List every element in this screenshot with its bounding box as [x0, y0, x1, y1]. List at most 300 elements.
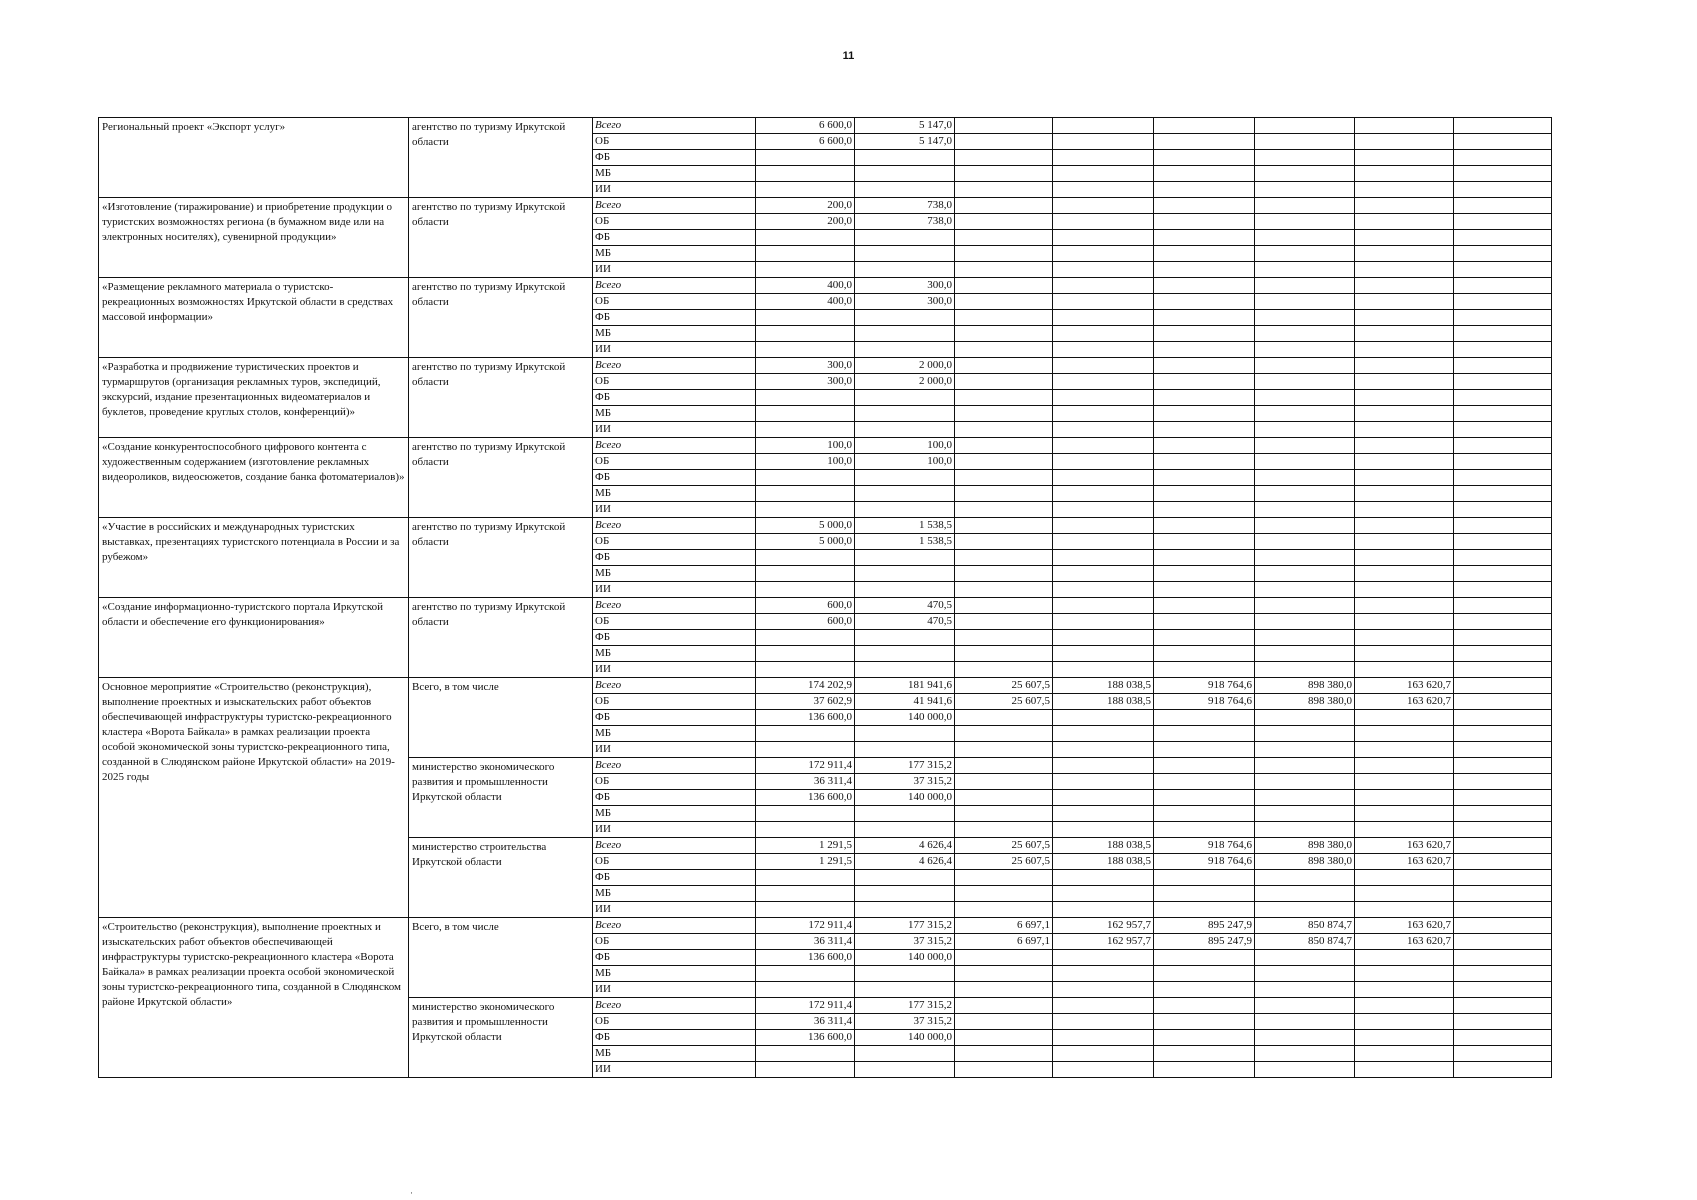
funding-source: Всего — [593, 758, 756, 774]
amount-cell — [1154, 374, 1255, 390]
amount-cell: 738,0 — [855, 214, 955, 230]
executor-cell: агентство по туризму Иркутской области — [409, 518, 593, 598]
amount-cell — [855, 646, 955, 662]
amount-cell — [1154, 358, 1255, 374]
amount-cell: 41 941,6 — [855, 694, 955, 710]
amount-cell — [1355, 614, 1454, 630]
amount-cell — [1053, 614, 1154, 630]
amount-cell — [1355, 582, 1454, 598]
funding-source: ОБ — [593, 374, 756, 390]
amount-cell — [1053, 406, 1154, 422]
amount-cell — [1255, 598, 1355, 614]
amount-cell: 895 247,9 — [1154, 918, 1255, 934]
amount-cell: 300,0 — [756, 358, 855, 374]
amount-cell — [1454, 838, 1552, 854]
amount-cell — [1355, 1014, 1454, 1030]
amount-cell — [955, 470, 1053, 486]
amount-cell — [1053, 278, 1154, 294]
amount-cell — [1355, 150, 1454, 166]
funding-source: ИИ — [593, 1062, 756, 1078]
funding-source: Всего — [593, 598, 756, 614]
amount-cell — [1053, 262, 1154, 278]
amount-cell — [1154, 198, 1255, 214]
funding-source: Всего — [593, 518, 756, 534]
funding-source: Всего — [593, 998, 756, 1014]
funding-source: ОБ — [593, 934, 756, 950]
funding-source: ФБ — [593, 310, 756, 326]
amount-cell — [1355, 518, 1454, 534]
amount-cell — [1154, 182, 1255, 198]
amount-cell — [1255, 150, 1355, 166]
amount-cell — [756, 550, 855, 566]
amount-cell: 918 764,6 — [1154, 838, 1255, 854]
amount-cell: 600,0 — [756, 614, 855, 630]
amount-cell — [1053, 806, 1154, 822]
amount-cell — [1154, 662, 1255, 678]
amount-cell — [1255, 1046, 1355, 1062]
funding-source: ФБ — [593, 710, 756, 726]
amount-cell: 918 764,6 — [1154, 854, 1255, 870]
amount-cell — [855, 966, 955, 982]
amount-cell — [1454, 438, 1552, 454]
amount-cell — [855, 262, 955, 278]
measure-name: «Разработка и продвижение туристических проектов и турмаршрутов (организация рекламных туров, экспедиций, экскурсий, издание презентационных видеоматериалов и буклетов, проведение круглых столов, конференций)» — [99, 358, 409, 438]
amount-cell — [1454, 646, 1552, 662]
amount-cell — [1454, 1062, 1552, 1078]
amount-cell — [756, 582, 855, 598]
amount-cell — [756, 390, 855, 406]
funding-source: ИИ — [593, 982, 756, 998]
amount-cell — [1454, 406, 1552, 422]
amount-cell — [1355, 726, 1454, 742]
table-row — [99, 438, 1552, 454]
amount-cell — [1053, 790, 1154, 806]
amount-cell — [1454, 422, 1552, 438]
amount-cell — [1053, 598, 1154, 614]
executor-cell: агентство по туризму Иркутской области — [409, 598, 593, 678]
amount-cell — [1454, 902, 1552, 918]
amount-cell — [1154, 262, 1255, 278]
amount-cell — [1355, 774, 1454, 790]
amount-cell: 300,0 — [855, 278, 955, 294]
amount-cell — [1154, 950, 1255, 966]
funding-source: ОБ — [593, 1014, 756, 1030]
amount-cell — [756, 646, 855, 662]
executor-cell: Всего, в том числе — [409, 918, 593, 998]
amount-cell — [1355, 326, 1454, 342]
amount-cell — [1255, 438, 1355, 454]
amount-cell — [1454, 214, 1552, 230]
amount-cell — [855, 1062, 955, 1078]
amount-cell — [1454, 262, 1552, 278]
amount-cell — [1355, 646, 1454, 662]
amount-cell — [1053, 470, 1154, 486]
amount-cell: 2 000,0 — [855, 358, 955, 374]
amount-cell — [1355, 342, 1454, 358]
amount-cell — [1454, 1046, 1552, 1062]
table-row — [99, 358, 1552, 374]
amount-cell — [955, 966, 1053, 982]
amount-cell: 5 147,0 — [855, 134, 955, 150]
amount-cell — [1053, 182, 1154, 198]
funding-source: ФБ — [593, 950, 756, 966]
amount-cell — [1454, 790, 1552, 806]
amount-cell — [1053, 150, 1154, 166]
amount-cell: 470,5 — [855, 614, 955, 630]
amount-cell — [1454, 246, 1552, 262]
amount-cell — [1053, 630, 1154, 646]
amount-cell — [1355, 550, 1454, 566]
amount-cell — [1053, 390, 1154, 406]
amount-cell — [1255, 198, 1355, 214]
amount-cell — [756, 902, 855, 918]
amount-cell — [1454, 1030, 1552, 1046]
amount-cell — [1154, 118, 1255, 134]
amount-cell — [855, 166, 955, 182]
amount-cell — [955, 230, 1053, 246]
amount-cell — [955, 166, 1053, 182]
amount-cell — [955, 646, 1053, 662]
amount-cell — [1454, 774, 1552, 790]
amount-cell — [955, 582, 1053, 598]
amount-cell — [1355, 598, 1454, 614]
amount-cell — [1154, 566, 1255, 582]
amount-cell — [1255, 582, 1355, 598]
amount-cell — [756, 662, 855, 678]
amount-cell — [1255, 662, 1355, 678]
amount-cell: 1 538,5 — [855, 518, 955, 534]
amount-cell — [1154, 470, 1255, 486]
amount-cell — [1154, 774, 1255, 790]
amount-cell: 898 380,0 — [1255, 854, 1355, 870]
funding-source: ФБ — [593, 470, 756, 486]
funding-source: МБ — [593, 806, 756, 822]
amount-cell: 25 607,5 — [955, 694, 1053, 710]
amount-cell — [855, 806, 955, 822]
amount-cell — [955, 950, 1053, 966]
amount-cell: 174 202,9 — [756, 678, 855, 694]
amount-cell — [1454, 918, 1552, 934]
amount-cell — [1454, 230, 1552, 246]
amount-cell: 1 538,5 — [855, 534, 955, 550]
amount-cell: 172 911,4 — [756, 998, 855, 1014]
amount-cell — [1355, 982, 1454, 998]
amount-cell — [1255, 326, 1355, 342]
amount-cell — [1355, 294, 1454, 310]
amount-cell — [955, 550, 1053, 566]
amount-cell — [1154, 390, 1255, 406]
amount-cell — [1454, 310, 1552, 326]
scan-mark: · — [410, 1188, 413, 1198]
amount-cell — [955, 534, 1053, 550]
amount-cell — [1255, 502, 1355, 518]
amount-cell: 600,0 — [756, 598, 855, 614]
amount-cell — [1053, 422, 1154, 438]
amount-cell — [955, 1046, 1053, 1062]
amount-cell: 4 626,4 — [855, 838, 955, 854]
amount-cell — [1053, 966, 1154, 982]
amount-cell — [855, 342, 955, 358]
amount-cell — [1255, 614, 1355, 630]
amount-cell — [1355, 742, 1454, 758]
amount-cell — [1355, 758, 1454, 774]
table-row — [99, 918, 1552, 934]
funding-source: МБ — [593, 1046, 756, 1062]
amount-cell — [1454, 694, 1552, 710]
amount-cell — [855, 246, 955, 262]
amount-cell — [1454, 806, 1552, 822]
amount-cell — [1053, 454, 1154, 470]
amount-cell — [855, 566, 955, 582]
amount-cell — [955, 614, 1053, 630]
amount-cell — [1454, 134, 1552, 150]
amount-cell: 162 957,7 — [1053, 934, 1154, 950]
amount-cell — [1255, 486, 1355, 502]
amount-cell — [1154, 294, 1255, 310]
amount-cell — [1154, 214, 1255, 230]
amount-cell — [955, 774, 1053, 790]
amount-cell — [1454, 550, 1552, 566]
amount-cell — [1454, 950, 1552, 966]
amount-cell — [1255, 390, 1355, 406]
measure-name: «Создание информационно-туристского портала Иркутской области и обеспечение его функционирования» — [99, 598, 409, 678]
amount-cell — [1255, 278, 1355, 294]
amount-cell — [855, 902, 955, 918]
amount-cell — [1053, 1014, 1154, 1030]
amount-cell — [1454, 534, 1552, 550]
amount-cell — [1355, 502, 1454, 518]
amount-cell — [1053, 646, 1154, 662]
amount-cell — [855, 822, 955, 838]
funding-source: ОБ — [593, 454, 756, 470]
amount-cell — [955, 1014, 1053, 1030]
funding-source: Всего — [593, 678, 756, 694]
amount-cell — [1154, 726, 1255, 742]
amount-cell — [1053, 774, 1154, 790]
amount-cell — [1053, 1062, 1154, 1078]
amount-cell — [1255, 822, 1355, 838]
amount-cell — [1454, 870, 1552, 886]
amount-cell — [855, 390, 955, 406]
amount-cell — [1053, 214, 1154, 230]
amount-cell — [1255, 166, 1355, 182]
amount-cell: 898 380,0 — [1255, 838, 1355, 854]
funding-source: ОБ — [593, 694, 756, 710]
amount-cell — [756, 502, 855, 518]
amount-cell: 25 607,5 — [955, 854, 1053, 870]
amount-cell — [756, 822, 855, 838]
amount-cell — [1053, 486, 1154, 502]
amount-cell: 181 941,6 — [855, 678, 955, 694]
amount-cell — [1154, 326, 1255, 342]
amount-cell — [1355, 262, 1454, 278]
amount-cell — [955, 214, 1053, 230]
amount-cell — [1255, 950, 1355, 966]
amount-cell — [756, 326, 855, 342]
amount-cell — [1454, 886, 1552, 902]
amount-cell — [1454, 582, 1552, 598]
amount-cell — [855, 406, 955, 422]
amount-cell — [1255, 310, 1355, 326]
table-row — [99, 598, 1552, 614]
amount-cell — [1355, 806, 1454, 822]
amount-cell: 100,0 — [855, 438, 955, 454]
amount-cell — [756, 1046, 855, 1062]
amount-cell — [1454, 486, 1552, 502]
funding-source: ИИ — [593, 262, 756, 278]
funding-source: ОБ — [593, 774, 756, 790]
amount-cell: 470,5 — [855, 598, 955, 614]
amount-cell: 37 315,2 — [855, 774, 955, 790]
amount-cell — [1454, 342, 1552, 358]
amount-cell: 100,0 — [756, 438, 855, 454]
amount-cell — [756, 966, 855, 982]
executor-cell: агентство по туризму Иркутской области — [409, 198, 593, 278]
amount-cell: 177 315,2 — [855, 998, 955, 1014]
amount-cell: 163 620,7 — [1355, 838, 1454, 854]
amount-cell — [1053, 886, 1154, 902]
amount-cell — [1355, 486, 1454, 502]
amount-cell: 136 600,0 — [756, 1030, 855, 1046]
amount-cell — [756, 150, 855, 166]
amount-cell — [855, 182, 955, 198]
amount-cell — [1154, 246, 1255, 262]
amount-cell — [1454, 614, 1552, 630]
amount-cell — [1454, 198, 1552, 214]
funding-source: ФБ — [593, 150, 756, 166]
funding-source: ОБ — [593, 534, 756, 550]
amount-cell — [855, 982, 955, 998]
amount-cell — [855, 502, 955, 518]
amount-cell — [955, 262, 1053, 278]
amount-cell — [1355, 182, 1454, 198]
amount-cell — [1355, 278, 1454, 294]
amount-cell: 177 315,2 — [855, 918, 955, 934]
amount-cell — [955, 246, 1053, 262]
amount-cell — [1255, 118, 1355, 134]
amount-cell — [1454, 934, 1552, 950]
amount-cell — [1454, 118, 1552, 134]
funding-source: ИИ — [593, 582, 756, 598]
funding-source: ИИ — [593, 662, 756, 678]
amount-cell — [1255, 790, 1355, 806]
amount-cell — [1053, 534, 1154, 550]
amount-cell — [1255, 406, 1355, 422]
funding-source: ИИ — [593, 502, 756, 518]
amount-cell: 136 600,0 — [756, 950, 855, 966]
amount-cell — [955, 790, 1053, 806]
amount-cell — [756, 486, 855, 502]
amount-cell — [1454, 678, 1552, 694]
amount-cell — [1355, 406, 1454, 422]
amount-cell — [955, 118, 1053, 134]
amount-cell — [1255, 1014, 1355, 1030]
amount-cell — [1053, 662, 1154, 678]
amount-cell — [855, 310, 955, 326]
amount-cell — [955, 1062, 1053, 1078]
amount-cell — [1255, 806, 1355, 822]
funding-source: Всего — [593, 198, 756, 214]
funding-source: МБ — [593, 246, 756, 262]
funding-source: ФБ — [593, 790, 756, 806]
table-row — [99, 118, 1552, 134]
amount-cell — [955, 438, 1053, 454]
amount-cell — [1355, 198, 1454, 214]
measure-name: «Строительство (реконструкция), выполнение проектных и изыскательских работ объектов обеспечивающей инфраструктуры туристско-рекреационного кластера «Ворота Байкала» в рамках реализации проекта особой экономической зоны туристско-рекреационного типа, созданной в Слюдянском районе Иркутской области» — [99, 918, 409, 1078]
amount-cell — [1154, 998, 1255, 1014]
amount-cell — [955, 982, 1053, 998]
amount-cell — [1255, 566, 1355, 582]
measure-name: «Размещение рекламного материала о туристско-рекреационных возможностях Иркутской области в средствах массовой информации» — [99, 278, 409, 358]
amount-cell — [1154, 1062, 1255, 1078]
amount-cell: 36 311,4 — [756, 934, 855, 950]
amount-cell — [855, 870, 955, 886]
amount-cell — [1454, 854, 1552, 870]
amount-cell — [1053, 310, 1154, 326]
amount-cell — [1355, 390, 1454, 406]
amount-cell — [955, 374, 1053, 390]
amount-cell — [1355, 822, 1454, 838]
amount-cell — [1053, 502, 1154, 518]
funding-source: МБ — [593, 566, 756, 582]
amount-cell — [1154, 1030, 1255, 1046]
amount-cell — [1454, 454, 1552, 470]
amount-cell — [1255, 454, 1355, 470]
executor-cell: министерство экономического развития и промышленности Иркутской области — [409, 998, 593, 1078]
amount-cell — [756, 166, 855, 182]
amount-cell — [756, 726, 855, 742]
amount-cell — [1355, 1046, 1454, 1062]
amount-cell: 850 874,7 — [1255, 934, 1355, 950]
funding-source: ФБ — [593, 550, 756, 566]
amount-cell: 300,0 — [855, 294, 955, 310]
amount-cell — [855, 662, 955, 678]
amount-cell — [855, 1046, 955, 1062]
amount-cell: 162 957,7 — [1053, 918, 1154, 934]
amount-cell — [756, 422, 855, 438]
amount-cell — [855, 886, 955, 902]
table-row — [99, 518, 1552, 534]
amount-cell — [955, 630, 1053, 646]
amount-cell — [1255, 630, 1355, 646]
amount-cell: 4 626,4 — [855, 854, 955, 870]
amount-cell — [1053, 582, 1154, 598]
amount-cell — [955, 742, 1053, 758]
amount-cell — [1154, 342, 1255, 358]
amount-cell: 918 764,6 — [1154, 678, 1255, 694]
amount-cell — [1355, 662, 1454, 678]
amount-cell: 37 315,2 — [855, 934, 955, 950]
funding-source: ИИ — [593, 422, 756, 438]
amount-cell: 136 600,0 — [756, 710, 855, 726]
amount-cell — [955, 182, 1053, 198]
amount-cell — [756, 310, 855, 326]
executor-cell: агентство по туризму Иркутской области — [409, 358, 593, 438]
amount-cell — [756, 742, 855, 758]
measure-name: Основное мероприятие «Строительство (реконструкция), выполнение проектных и изыскательских работ объектов обеспечивающей инфраструктуры туристско-рекреационного кластера «Ворота Байкала» в рамках реализации проекта особой экономической зоны туристско-рекреационного типа, созданной в Слюдянском районе Иркутской области» на 2019-2025 годы — [99, 678, 409, 918]
amount-cell — [1255, 534, 1355, 550]
amount-cell: 25 607,5 — [955, 838, 1053, 854]
amount-cell: 200,0 — [756, 214, 855, 230]
amount-cell — [1154, 310, 1255, 326]
amount-cell: 918 764,6 — [1154, 694, 1255, 710]
amount-cell — [756, 246, 855, 262]
amount-cell — [1355, 310, 1454, 326]
amount-cell: 140 000,0 — [855, 790, 955, 806]
amount-cell: 2 000,0 — [855, 374, 955, 390]
amount-cell — [1454, 518, 1552, 534]
amount-cell — [1154, 966, 1255, 982]
